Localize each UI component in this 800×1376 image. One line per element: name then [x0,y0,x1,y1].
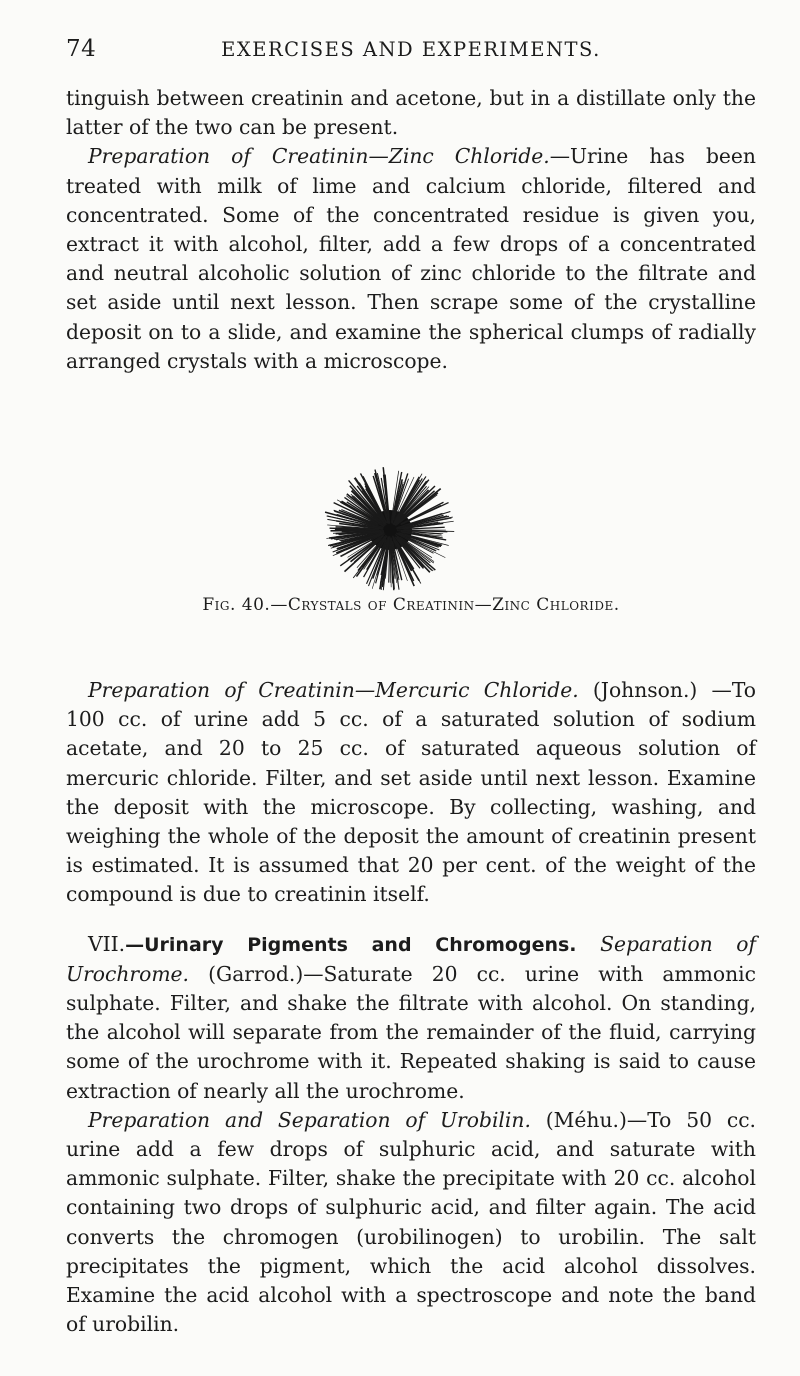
figure-caption-text: —Crystals of Creatinin—Zinc Chloride. [270,595,620,615]
figure-caption [66,595,756,615]
section-number: VII. [88,931,126,956]
paragraph-zinc-chloride [66,142,756,376]
paragraph-text: (Johnson.) —To 100 cc. of urine add 5 cc. of a saturated solution of sodium acetate, and 20 to 25 cc. of saturated aqueous solution of mercuric chloride. Filter, and set aside until next lesson. Examine the deposit with the microscope. By collecting, washing, and weighing the whole of the deposit the amount of creatinin present is estimated. It is assumed that 20 per cent. of the weight of the compound is due to creatinin itself. [66,678,756,907]
crystal-clump-illustration [320,458,460,594]
figure-label: Fig. 40. [202,595,271,615]
section-title: —Urinary Pigments and Chromogens. [125,933,577,956]
text-block-bottom [66,676,756,1339]
paragraph-continuation [66,84,756,142]
paragraph-text: —Urine has been treated with milk of lime and calcium chloride, filtered and concentrated. Some of the concentrated residue is given you, extract it with alcohol, filter, add a few drops of a concentrated and neutral alcoholic solution of zinc chloride to the filtrate and set aside until next lesson. Then scrape some of the crystalline deposit on to a slide, and examine the spherical clumps of radially arranged crystals with a microscope. [66,144,756,373]
paragraph-urinary-pigments [66,930,756,1106]
paragraph-text: (Méhu.)—To 50 cc. urine add a few drops of sulphuric acid, and saturate with ammonic sulphate. Filter, shake the precipitate with 20 cc. alcohol containing two drops of sulphuric acid, and filter again. The acid converts the chromogen (urobilinogen) to urobilin. The salt precipitates the pigment, which the acid alcohol dissolves. Examine the acid alcohol with a spectroscope and note the band of urobilin. [66,1107,757,1337]
paragraph-mercuric-chloride [66,676,756,910]
text-block-top [66,84,756,376]
paragraph-heading: Preparation of Creatinin—Zinc Chloride. [88,144,550,169]
figure-crystal-clump [320,458,460,594]
paragraph-text: tinguish between creatinin and acetone, but in a distillate only the latter of the two can be present. [66,86,756,140]
page-number: 74 [66,36,97,62]
page-header [66,36,756,66]
paragraph-text: (Garrod.)—Saturate 20 cc. urine with ammonic sulphate. Filter, and shake the filtrate with alcohol. On standing, the alcohol will separate from the remainder of the fluid, carrying some of the urochrome with it. Repeated shaking is said to cause extraction of nearly all the urochrome. [66,961,756,1103]
running-head: EXERCISES AND EXPERIMENTS. [221,38,601,61]
paragraph-urobilin [66,1106,756,1340]
paragraph-heading: Preparation and Separation of Urobilin. [88,1107,531,1132]
paragraph-heading: Preparation of Creatinin—Mercuric Chloride. [88,678,579,702]
paragraph-heading: Separation of Urochrome. [66,931,756,986]
